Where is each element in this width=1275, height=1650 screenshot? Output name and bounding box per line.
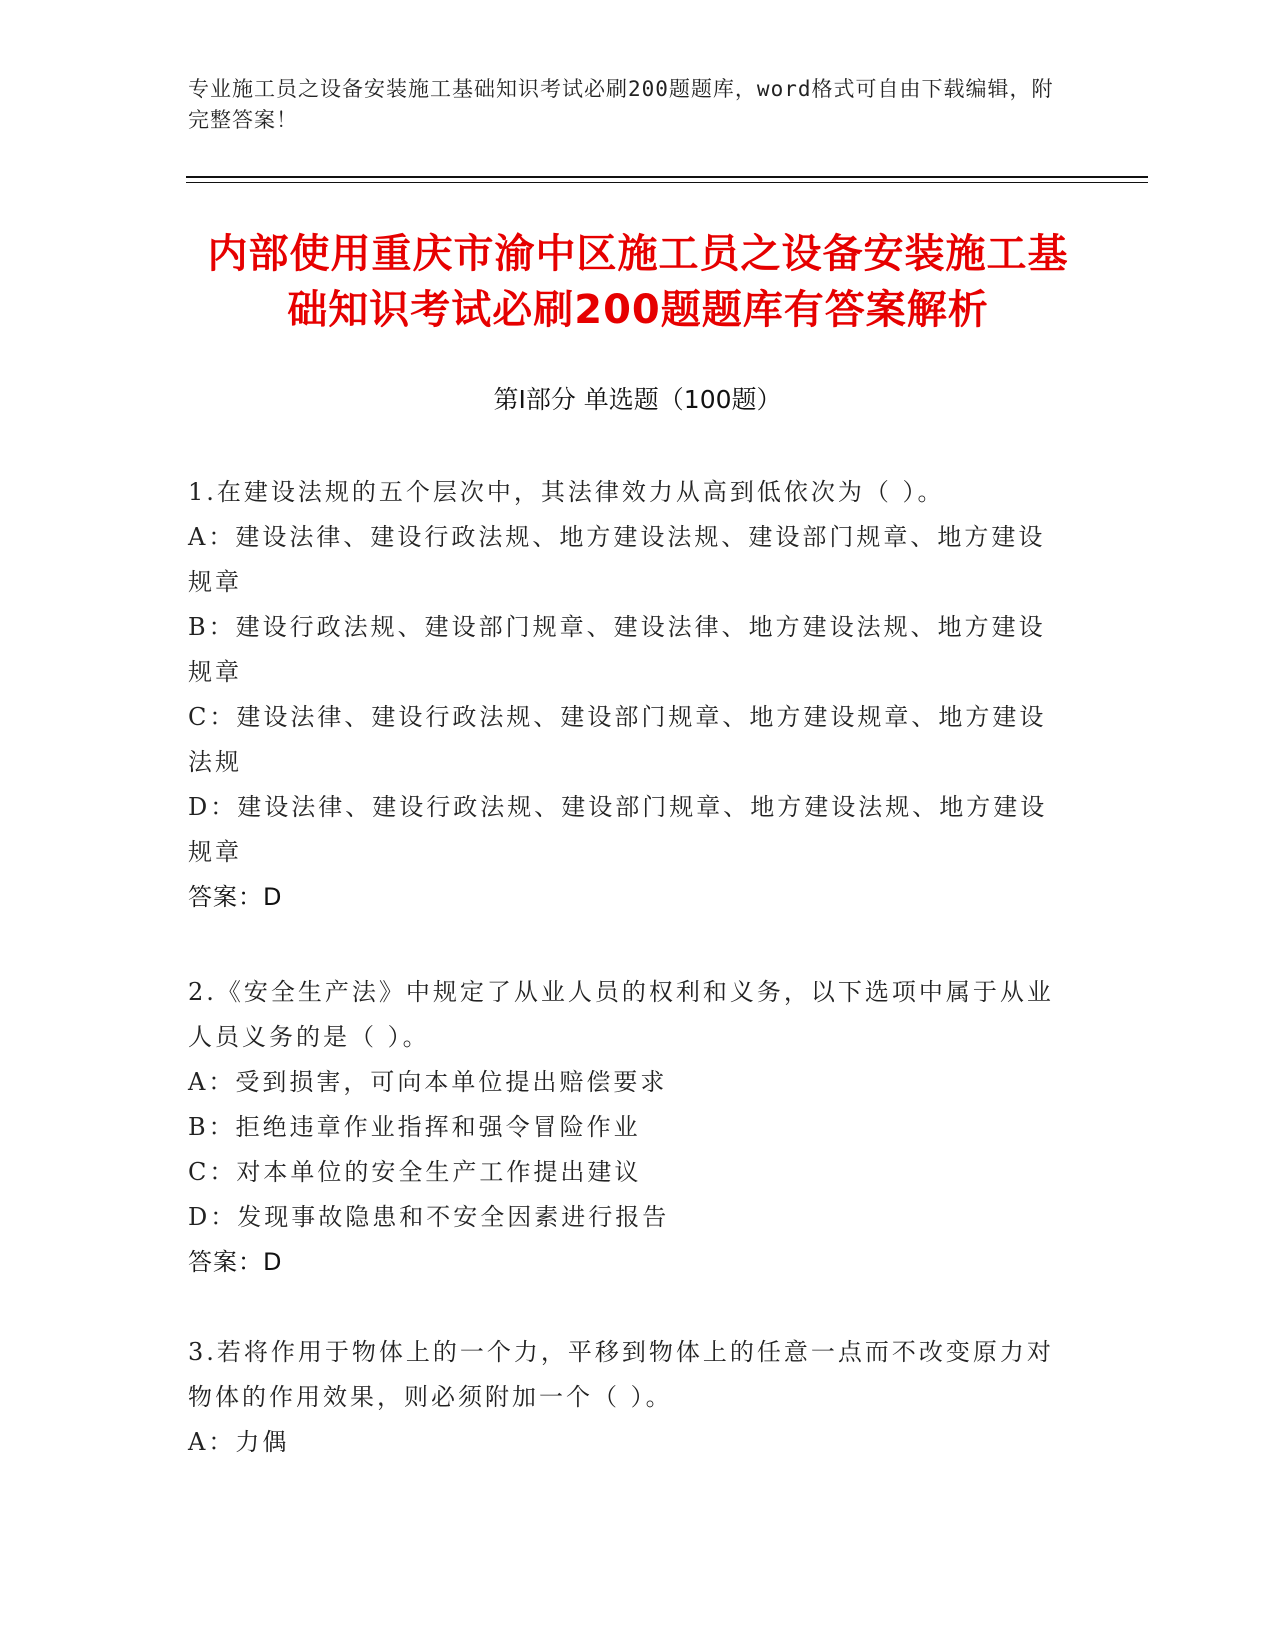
option-a: A：受到损害，可向本单位提出赔偿要求 [188, 1068, 668, 1096]
section-heading: 第Ⅰ部分 单选题（100题） [493, 385, 782, 414]
answer: 答案：D [188, 883, 283, 911]
question-stem: 1.在建设法规的五个层次中，其法律效力从高到低依次为（ ）。 [188, 478, 945, 506]
header-divider-thin [186, 182, 1148, 183]
option-c: C：建设法律、建设行政法规、建设部门规章、地方建设规章、地方建设法规 [188, 703, 1047, 776]
question-1 [188, 470, 1068, 920]
question-2 [188, 970, 1068, 1285]
option-a: A：力偶 [188, 1428, 290, 1456]
option-a: A：建设法律、建设行政法规、地方建设法规、建设部门规章、地方建设规章 [188, 523, 1046, 596]
option-b: B：建设行政法规、建设部门规章、建设法律、地方建设法规、地方建设规章 [188, 613, 1046, 686]
answer: 答案：D [188, 1248, 283, 1276]
document-title: 内部使用重庆市渝中区施工员之设备安装施工基础知识考试必刷200题题库有答案解析 [207, 231, 1069, 333]
header-note: 专业施工员之设备安装施工基础知识考试必刷200题题库，word格式可自由下载编辑，附完整答案！ [188, 77, 1054, 132]
question-3 [188, 1330, 1068, 1465]
question-stem: 3.若将作用于物体上的一个力，平移到物体上的任意一点而不改变原力对物体的作用效果，则必须附加一个（ ）。 [188, 1338, 1054, 1411]
option-d: D：发现事故隐患和不安全因素进行报告 [188, 1203, 670, 1231]
option-b: B：拒绝违章作业指挥和强令冒险作业 [188, 1113, 641, 1141]
option-d: D：建设法律、建设行政法规、建设部门规章、地方建设法规、地方建设规章 [188, 793, 1048, 866]
option-c: C：对本单位的安全生产工作提出建议 [188, 1158, 642, 1186]
header-divider-thick [186, 176, 1148, 178]
question-stem: 2.《安全生产法》中规定了从业人员的权利和义务，以下选项中属于从业人员义务的是（ ）。 [188, 978, 1054, 1051]
